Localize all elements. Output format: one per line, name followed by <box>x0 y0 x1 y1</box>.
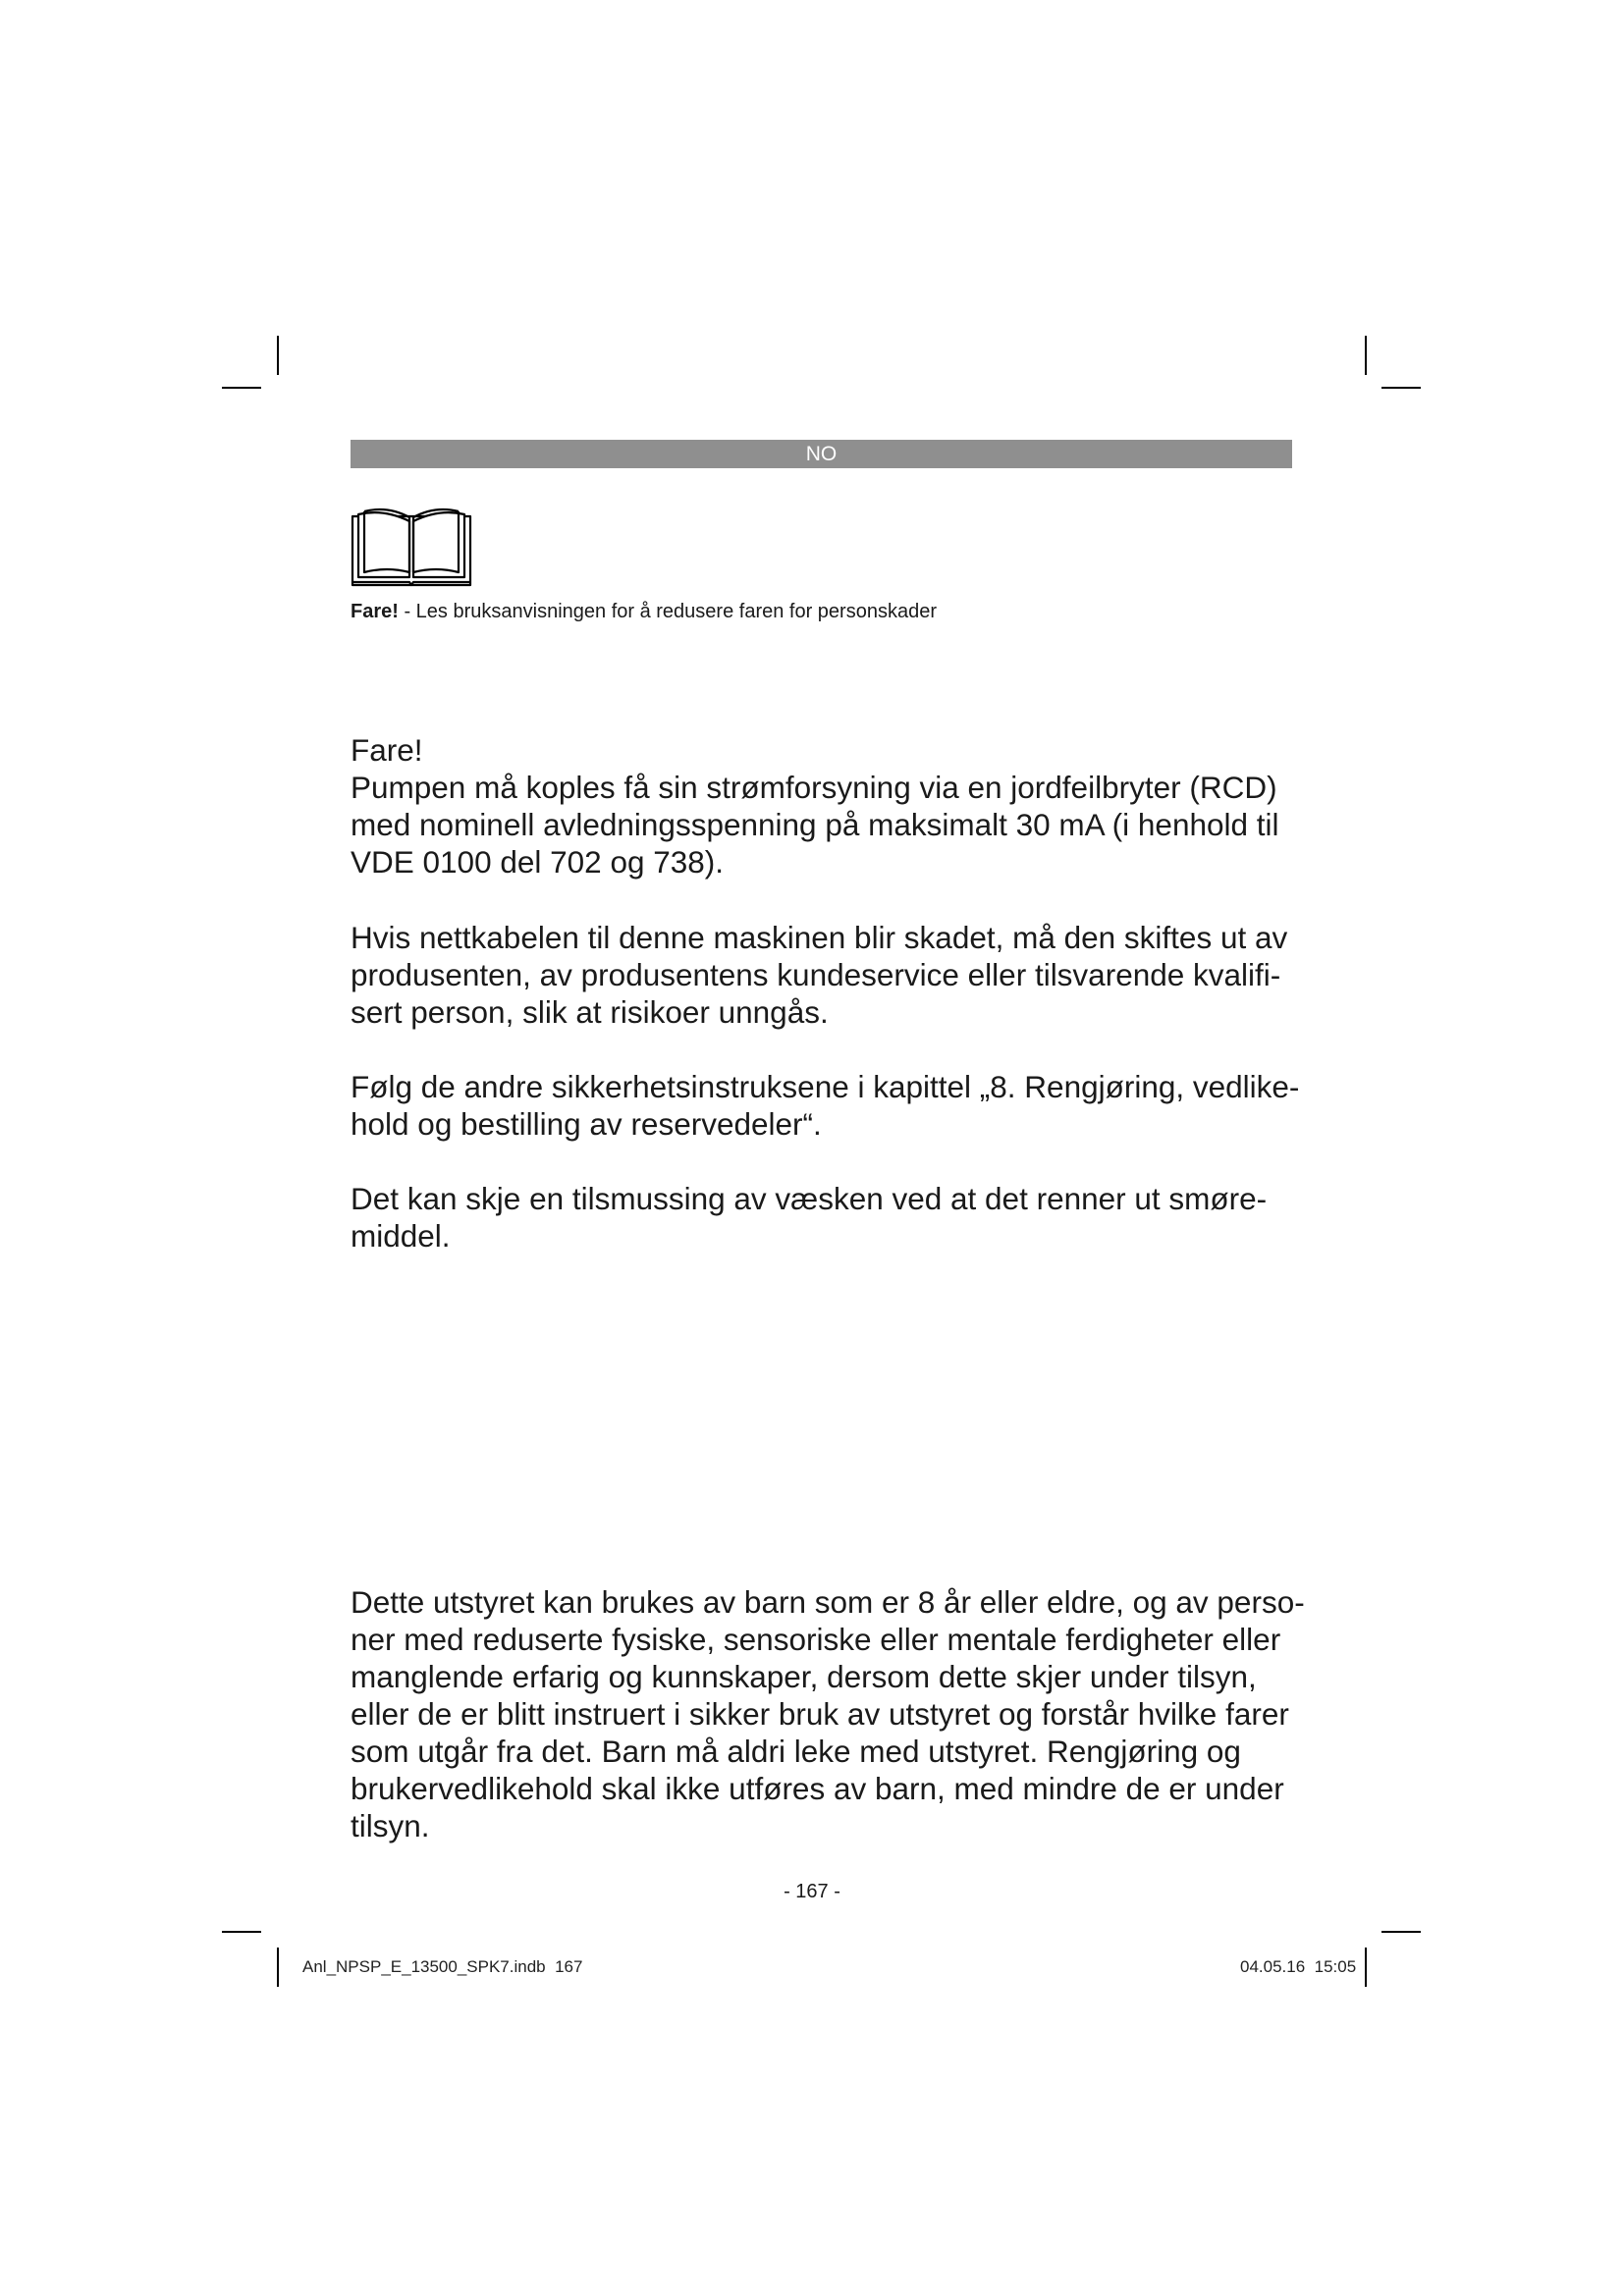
print-slug-file <box>302 1956 582 1978</box>
symbol-caption <box>351 599 937 624</box>
warning-line: VDE 0100 del 702 og 738). <box>351 844 725 880</box>
page-number: - 167 - <box>784 1881 840 1902</box>
paragraph-line: tilsyn. <box>351 1808 430 1843</box>
slug-date: 04.05.16 <box>1240 1957 1306 1976</box>
crop-mark-top-right-vertical <box>1365 336 1367 375</box>
warning-title: Fare! <box>351 732 423 768</box>
language-header-bar <box>351 440 1292 468</box>
lubricant-paragraph <box>351 1180 1293 1255</box>
symbol-caption-bold: Fare! <box>351 601 399 622</box>
crop-mark-bottom-left-vertical <box>277 1948 279 1987</box>
crop-mark-bottom-left-horizontal <box>222 1931 261 1933</box>
crop-mark-bottom-right-vertical <box>1365 1948 1367 1987</box>
crop-mark-bottom-right-horizontal <box>1381 1931 1421 1933</box>
safety-paragraph <box>351 1068 1300 1143</box>
paragraph-line: Det kan skje en tilsmussing av væsken ved at det renner ut smøre- <box>351 1181 1268 1216</box>
warning-line: med nominell avledningsspenning på maksimalt 30 mA (i henhold til <box>351 807 1279 842</box>
paragraph-line: hold og bestilling av reservedeler“. <box>351 1106 822 1142</box>
symbol-caption-text: - Les bruksanvisningen for å redusere faren for personskader <box>398 601 937 622</box>
paragraph-line: produsenten, av produsentens kundeservice eller tilsvarende kvalifi- <box>351 957 1281 992</box>
paragraph-line: eller de er blitt instruert i sikker bruk av utstyret og forstår hvilke farer <box>351 1696 1289 1732</box>
slug-file-name: Anl_NPSP_E_13500_SPK7.indb <box>302 1957 546 1976</box>
children-paragraph <box>351 1583 1305 1844</box>
slug-time: 15:05 <box>1314 1957 1357 1976</box>
crop-mark-top-left-horizontal <box>222 387 261 389</box>
slug-file-page: 167 <box>555 1957 583 1976</box>
paragraph-line: som utgår fra det. Barn må aldri leke med utstyret. Rengjøring og <box>351 1734 1241 1769</box>
language-code: NO <box>805 443 838 465</box>
paragraph-line: Følg de andre sikkerhetsinstruksene i kapittel „8. Rengjøring, vedlike- <box>351 1069 1300 1104</box>
paragraph-line: middel. <box>351 1218 451 1254</box>
cable-paragraph <box>351 919 1293 1031</box>
paragraph-line: sert person, slik at risikoer unngås. <box>351 994 829 1030</box>
paragraph-line: ner med reduserte fysiske, sensoriske eller mentale ferdigheter eller <box>351 1622 1281 1657</box>
crop-mark-top-right-horizontal <box>1381 387 1421 389</box>
paragraph-line: manglende erfarig og kunnskaper, dersom dette skjer under tilsyn, <box>351 1659 1257 1694</box>
paragraph-line: Hvis nettkabelen til denne maskinen blir skadet, må den skiftes ut av <box>351 920 1288 955</box>
print-slug-timestamp <box>1240 1956 1356 1978</box>
paragraph-line: Dette utstyret kan brukes av barn som er 8 år eller eldre, og av perso- <box>351 1584 1305 1620</box>
warning-block <box>351 731 1293 881</box>
paragraph-line: brukervedlikehold skal ikke utføres av barn, med mindre de er under <box>351 1771 1284 1806</box>
warning-line: Pumpen må koples få sin strømforsyning via en jordfeilbryter (RCD) <box>351 770 1277 805</box>
crop-mark-top-left-vertical <box>277 336 279 375</box>
open-book-icon <box>351 504 472 587</box>
